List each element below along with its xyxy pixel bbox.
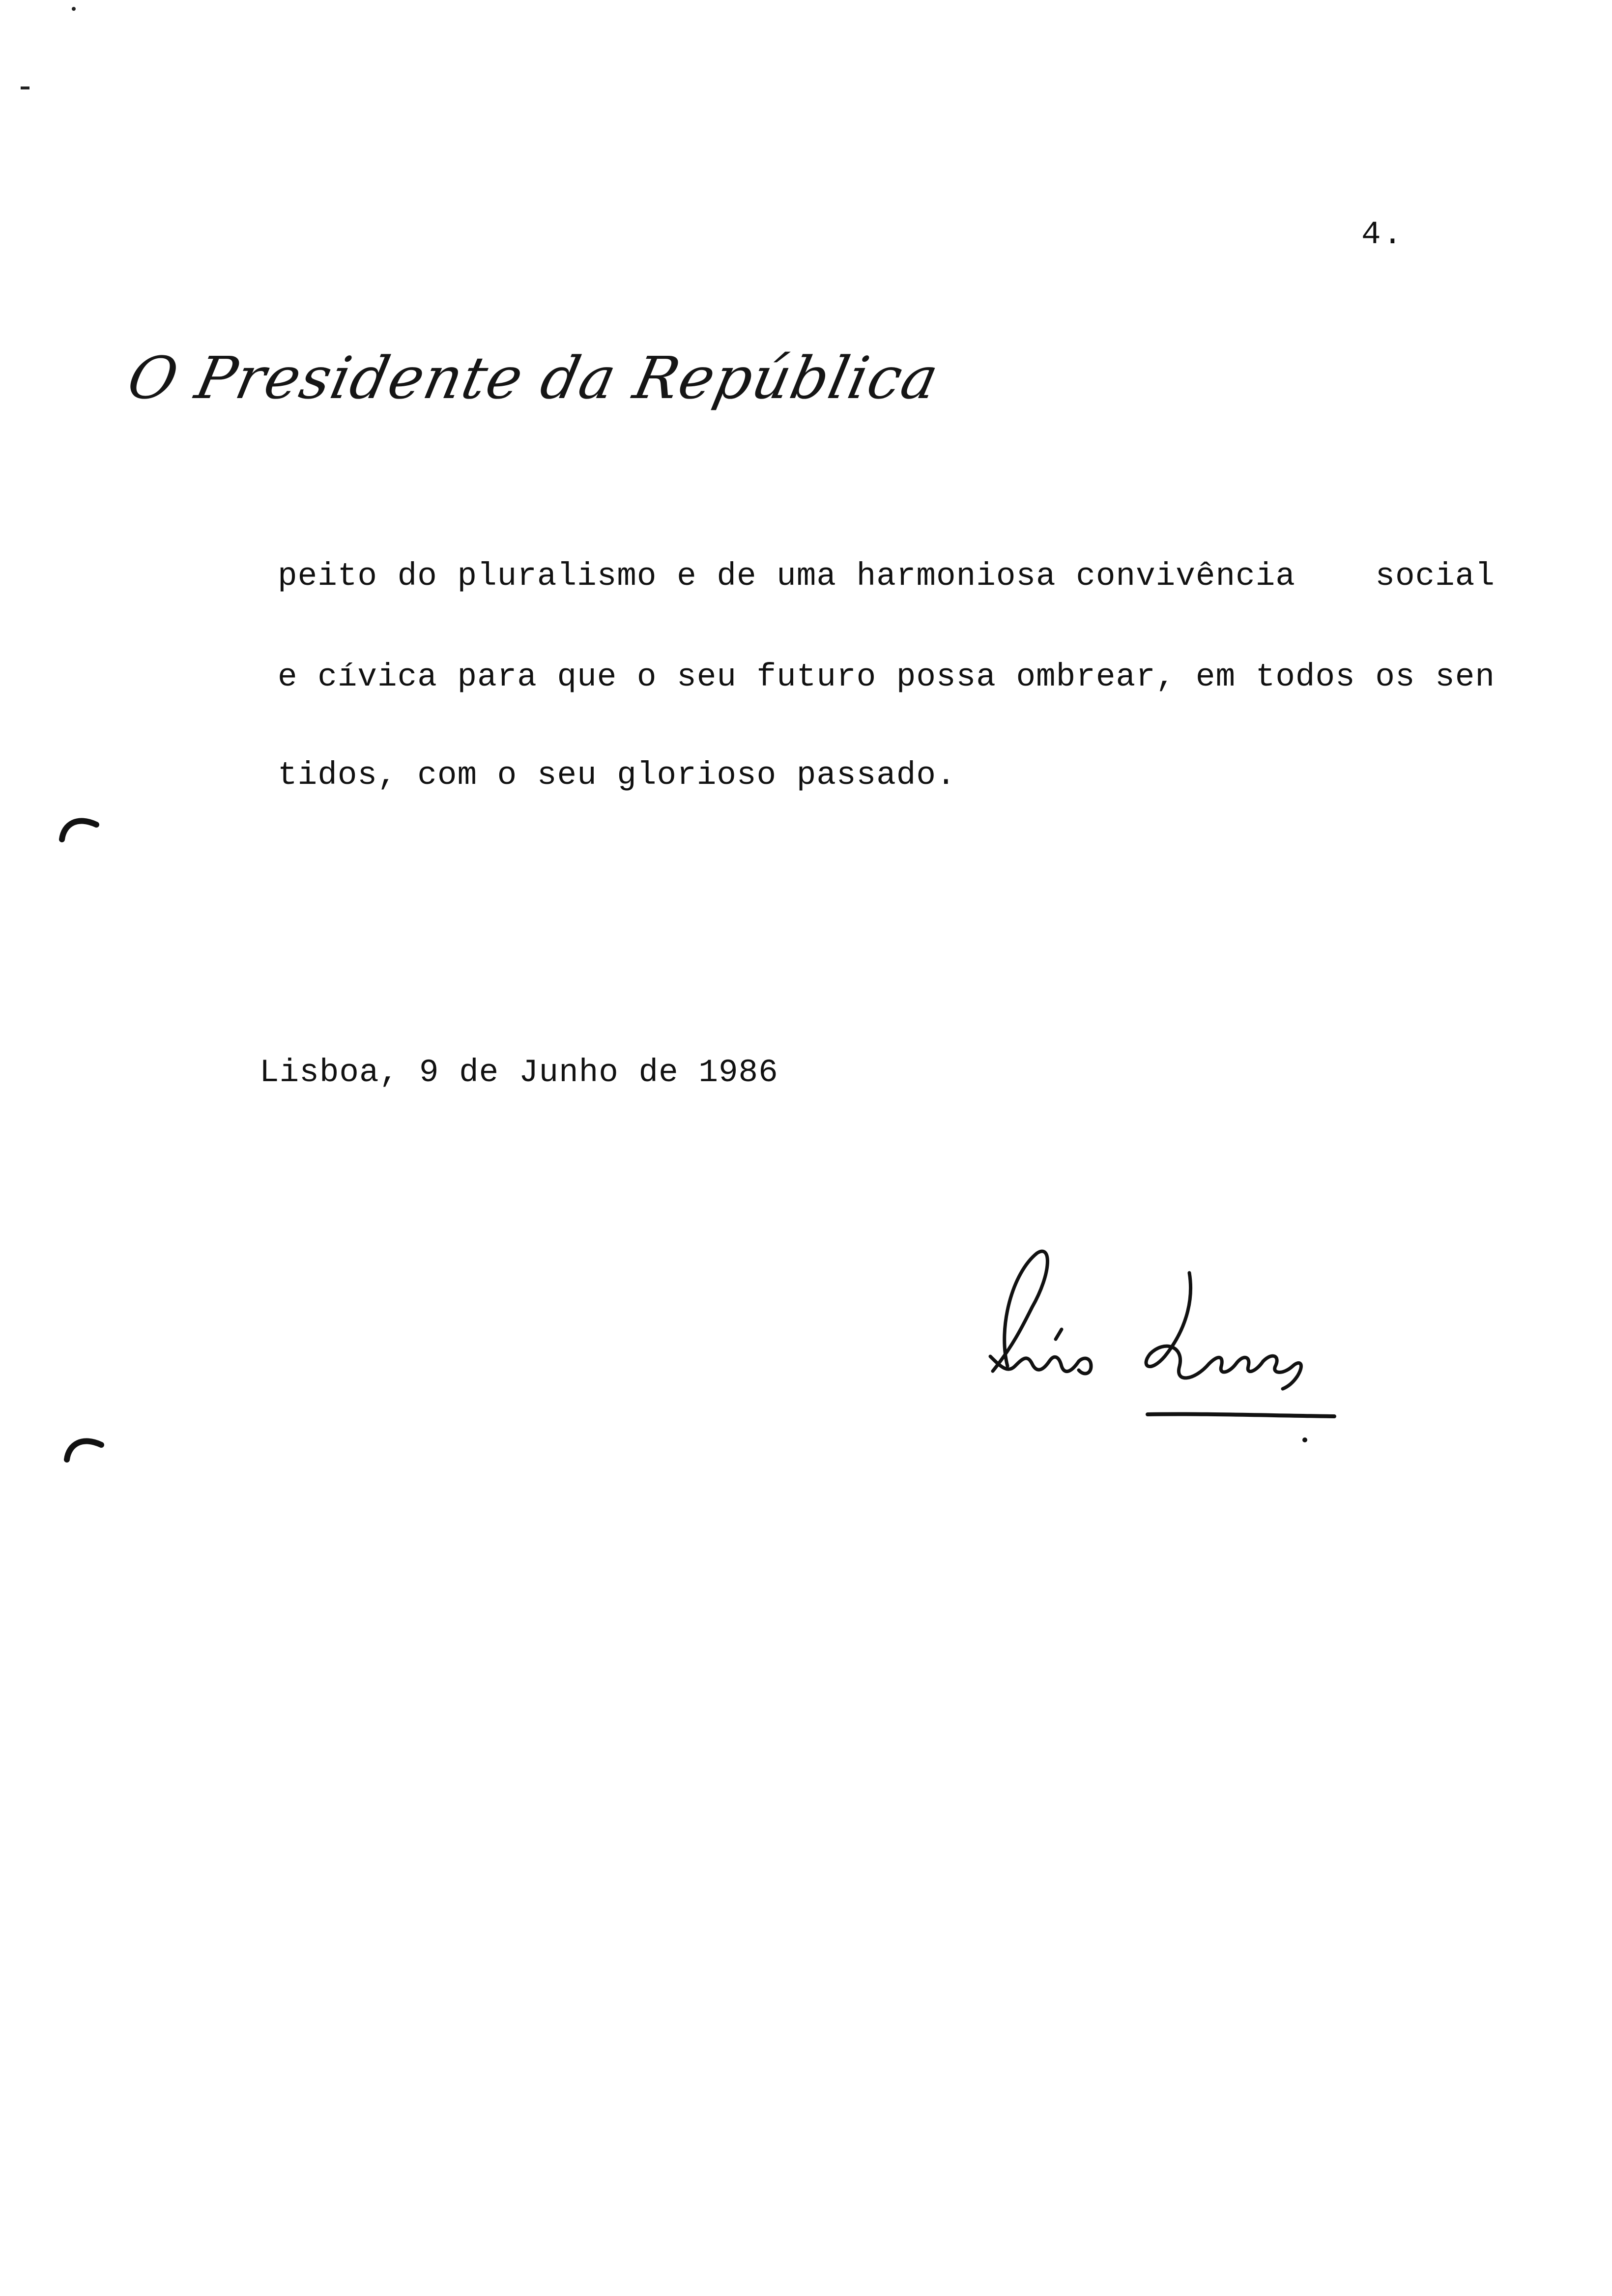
body-text-line-3: tidos, com o seu glorioso passado. [278,757,956,794]
punch-hole-mark [58,810,102,854]
handwritten-signature [978,1243,1342,1450]
body-text-line-2: e cívica para que o seu futuro possa ombrear, em todos os sen [278,659,1495,695]
scan-speck [21,86,29,89]
page-number: 4. [1361,216,1405,253]
letterhead-title: O Presidente da República [122,344,945,412]
place-date-line: Lisboa, 9 de Junho de 1986 [259,1054,778,1091]
punch-hole-mark [63,1430,107,1474]
body-text-line-1: peito do pluralismo e de uma harmoniosa convivência social [278,558,1495,595]
scan-speck [72,7,76,11]
